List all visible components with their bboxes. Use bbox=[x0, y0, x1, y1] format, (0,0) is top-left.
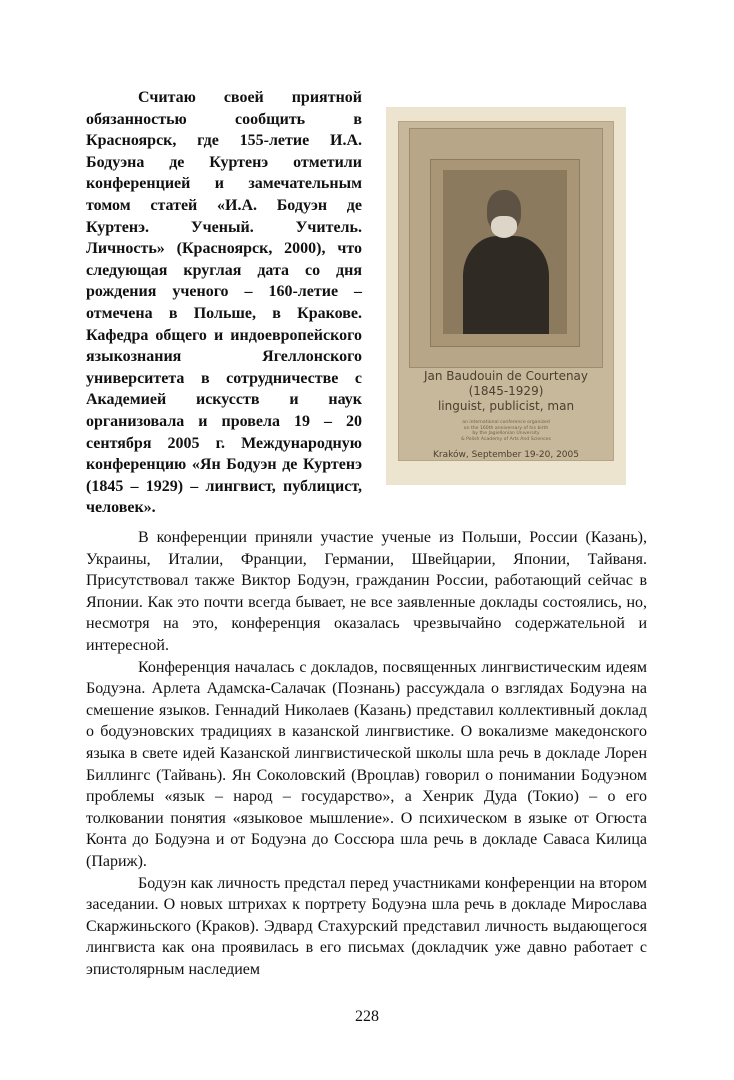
portrait-figure-beard bbox=[491, 216, 517, 238]
poster-title-line: linguist, publicist, man bbox=[437, 399, 575, 413]
poster-subtitle bbox=[386, 420, 626, 442]
poster-caption bbox=[386, 369, 626, 461]
poster-title-line: Jan Baudouin de Courtenay bbox=[423, 369, 589, 383]
poster-subtitle-line: on the 160th anniversary of his birth bbox=[463, 425, 549, 431]
poster-subtitle-line: & Polish Academy of Arts And Sciences bbox=[461, 436, 551, 442]
page-number: 228 bbox=[355, 1008, 379, 1025]
portrait-photo bbox=[443, 170, 567, 334]
poster-title-line: (1845-1929) bbox=[468, 384, 544, 398]
body-paragraph: Конференция началась с докладов, посвященных лингвистическим идеям Бодуэна. Арлета Адамска-Салачак (Познань) рассуждала о взглядах Бодуэна на смешение языков. Геннадий Николаев (Казань) представил коллективный доклад о бодуэновских традициях в казанской лингвистике. О вокализме македонского языка в свете идей Казанской лингвистической школы шла речь в докладе Лорен Биллингс (Тайвань). Ян Соколовский (Вроцлав) говорил о понимании Бодуэном проблемы «язык – народ – государство», а Хенрик Дуда (Токио) – о его толковании понятия «языковое мышление». О психическом в языке от Огюста Конта до Бодуэна и от Бодуэна до Соссюра шла речь в докладе Саваса Килица (Париж). bbox=[86, 658, 647, 870]
poster-title bbox=[386, 369, 626, 414]
portrait-frame bbox=[430, 159, 580, 347]
intro-paragraph: Считаю своей приятной обязанностью сообщить в Красноярск, где 155-летие И.А. Бодуэна де Куртенэ отметили конференцией и замечательным томом статей «И.А. Бодуэн де Куртенэ. Ученый. Учитель. Личность» (Красноярск, 2000), что следующая круглая дата со дня рождения ученого – 160-летие – отмечена в Польше, в Кракове. Кафедра общего и индоевропейского языкознания Ягеллонского университета в сотрудничестве с Академией искусств и наук организовала и провела 19 – 20 сентября 2005 г. Международную конференцию «Ян Бодуэн де Куртенэ (1845 – 1929) – лингвист, публицист, человек». bbox=[86, 89, 362, 517]
conference-poster-image bbox=[386, 107, 626, 485]
body-text bbox=[86, 527, 647, 980]
poster-inner-panel bbox=[409, 128, 603, 368]
body-paragraph: В конференции приняли участие ученые из Польши, России (Казань), Украины, Италии, Франции, Германии, Швейцарии, Японии, Тайваня. Присутствовал также Виктор Бодуэн, гражданин России, работающий сейчас в Японии. Как это почти всегда бывает, не все заявленные доклады состоялись, но, несмотря на это, конференция оказалась чрезвычайно содержательной и интересной. bbox=[86, 529, 647, 654]
body-paragraph: Бодуэн как личность предстал перед участниками конференции на втором заседании. О новых штрихах к портрету Бодуэна шла речь в докладе Мирослава Скаржиньского (Краков). Эдвард Стахурский представил личность выдающегося лингвиста как она проявилась в его письмах (докладчик уже давно работает с эпистолярным наследием bbox=[86, 874, 647, 978]
portrait-figure-body bbox=[463, 236, 549, 334]
poster-place-date: Kraków, September 19-20, 2005 bbox=[433, 450, 579, 461]
poster-subtitle-line: by the Jagiellonian University bbox=[472, 431, 540, 437]
poster-subtitle-line: an international conference organized bbox=[462, 420, 550, 425]
